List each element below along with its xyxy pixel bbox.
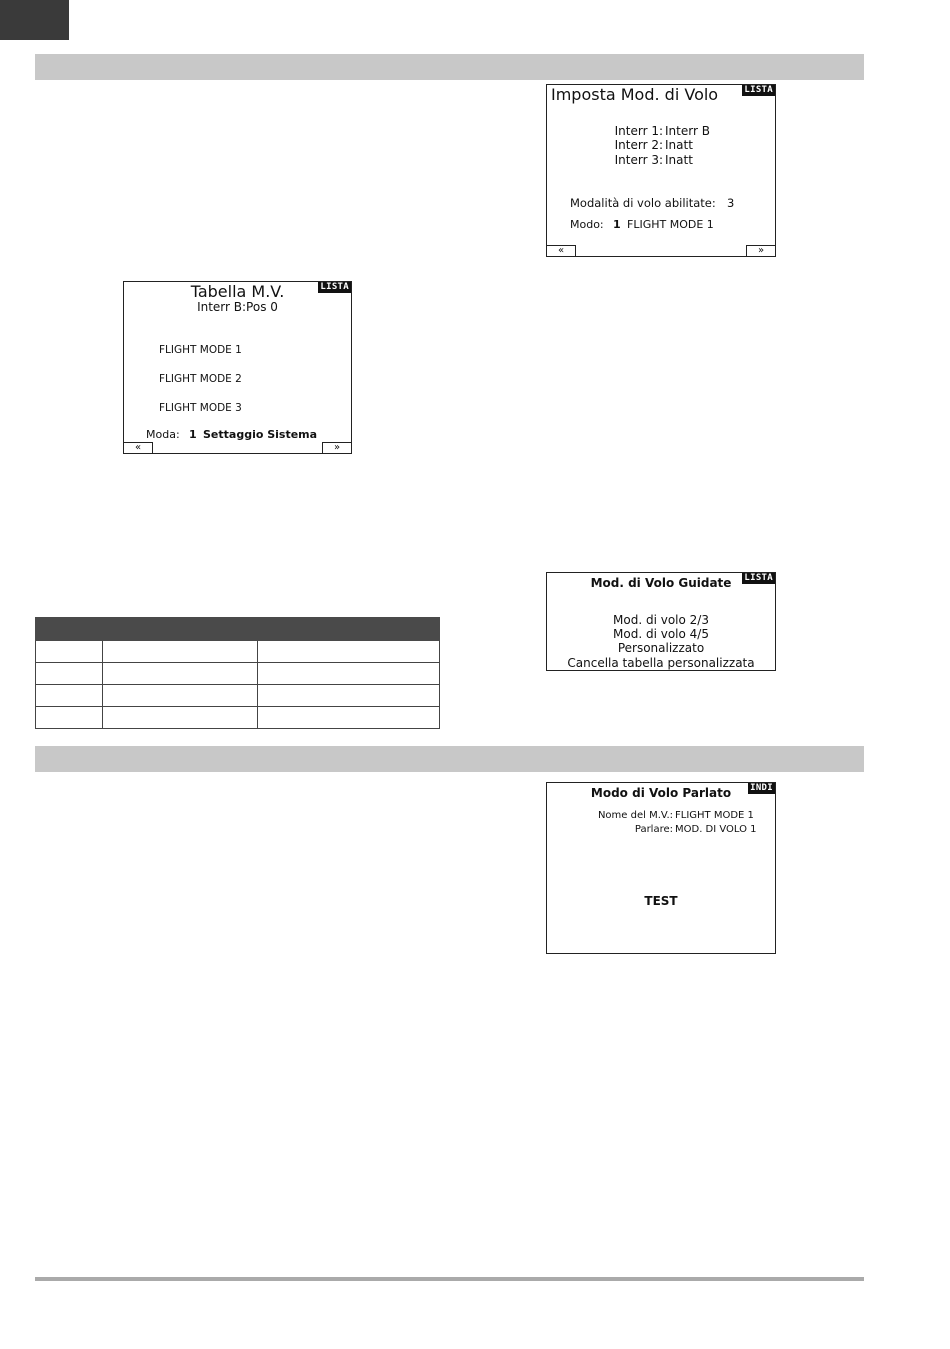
- switch-1-label: Interr 1:: [614, 124, 663, 138]
- switch-3-value[interactable]: Inatt: [665, 153, 693, 167]
- mode-number: 1: [613, 218, 621, 231]
- corner-tab: [0, 0, 69, 40]
- screen-title: Imposta Mod. di Volo: [551, 85, 719, 104]
- mode-label: Modo:: [570, 218, 604, 231]
- list-tag[interactable]: LISTA: [744, 85, 773, 95]
- section-header-bar-2: [35, 746, 864, 772]
- footer-number: 1: [189, 428, 197, 441]
- nav-next-button[interactable]: »: [746, 245, 775, 256]
- list-tag[interactable]: LISTA: [744, 573, 773, 583]
- table-header-row: [36, 618, 440, 641]
- table-row: [36, 641, 440, 663]
- screen-title: Tabella M.V.: [190, 282, 285, 301]
- name-value[interactable]: FLIGHT MODE 1: [675, 810, 754, 821]
- menu-option[interactable]: Personalizzato: [617, 641, 705, 655]
- speak-label: Parlare:: [634, 824, 673, 835]
- screen-title: Modo di Volo Parlato: [590, 786, 732, 800]
- table-row: [36, 663, 440, 685]
- flight-mode-table: [35, 617, 440, 729]
- list-tag[interactable]: LISTA: [320, 282, 349, 292]
- flight-mode-setup-screen: [546, 84, 776, 257]
- table-row: [36, 707, 440, 729]
- table-header-cell: [258, 618, 440, 641]
- mode-name[interactable]: FLIGHT MODE 1: [627, 218, 714, 231]
- spoken-flight-mode-screen: [546, 782, 776, 954]
- switch-2-label: Interr 2:: [614, 138, 663, 152]
- nav-prev-button[interactable]: «: [124, 442, 153, 453]
- menu-option[interactable]: Mod. di volo 4/5: [613, 627, 709, 641]
- enabled-modes-value[interactable]: 3: [727, 196, 735, 210]
- menu-option[interactable]: Mod. di volo 2/3: [613, 613, 709, 627]
- switch-1-value[interactable]: Interr B: [665, 124, 710, 138]
- flight-mode-table-screen: [123, 281, 352, 454]
- guided-flight-modes-screen: [546, 572, 776, 671]
- back-tag[interactable]: INDI: [750, 783, 773, 793]
- table-header-cell: [36, 618, 103, 641]
- menu-option[interactable]: Cancella tabella personalizzata: [567, 656, 755, 670]
- switch-3-label: Interr 3:: [614, 153, 663, 167]
- footer-rule: [35, 1277, 864, 1281]
- table-row: [36, 685, 440, 707]
- test-button[interactable]: TEST: [644, 894, 678, 908]
- list-item[interactable]: FLIGHT MODE 3: [159, 402, 242, 414]
- footer-value[interactable]: Settaggio Sistema: [203, 428, 318, 441]
- nav-prev-button[interactable]: «: [547, 245, 576, 256]
- screen-title: Mod. di Volo Guidate: [590, 576, 732, 590]
- section-header-bar-1: [35, 54, 864, 80]
- switch-position: Interr B:Pos 0: [197, 300, 278, 314]
- list-item[interactable]: FLIGHT MODE 1: [159, 344, 242, 356]
- table-header-cell: [103, 618, 258, 641]
- footer-label: Moda:: [146, 428, 180, 441]
- nav-next-button[interactable]: »: [322, 442, 351, 453]
- enabled-modes-label: Modalità di volo abilitate:: [570, 196, 716, 210]
- name-label: Nome del M.V.:: [597, 810, 673, 821]
- switch-2-value[interactable]: Inatt: [665, 138, 693, 152]
- speak-value[interactable]: MOD. DI VOLO 1: [675, 824, 757, 835]
- list-item[interactable]: FLIGHT MODE 2: [159, 373, 242, 385]
